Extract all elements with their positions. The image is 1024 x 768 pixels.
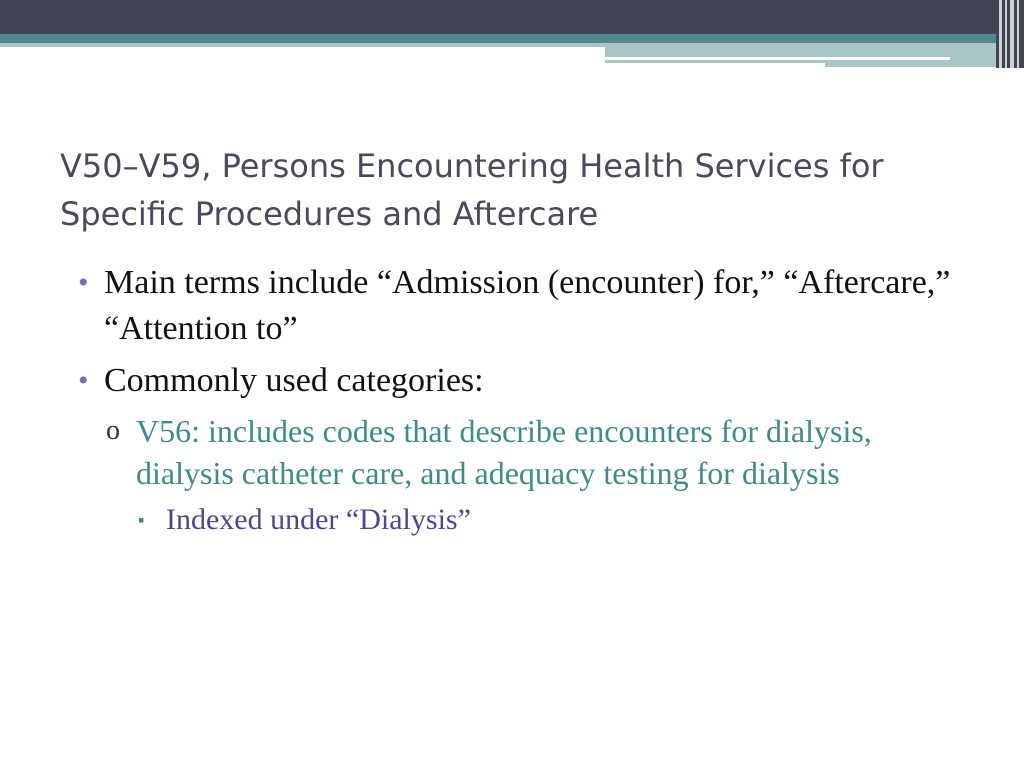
bullet-marker: • — [78, 266, 89, 299]
bullet-marker: • — [78, 364, 89, 397]
header-divider-line-lower — [605, 63, 825, 67]
vertical-bar — [999, 0, 1002, 68]
sub-bullet-item — [106, 410, 958, 494]
sub-sub-bullet-marker: ▪ — [138, 510, 145, 530]
header-band-light — [0, 43, 605, 47]
header-band-dark — [0, 0, 1024, 34]
slide-body — [78, 260, 958, 540]
bullet-item — [78, 358, 958, 404]
header-vertical-bars — [996, 0, 1024, 68]
header-divider-line — [605, 57, 950, 60]
vertical-bar — [1017, 0, 1019, 68]
sub-bullet-text: V56: includes codes that describe encounters for dialysis, dialysis catheter care, and adequacy testing for dialysis — [136, 413, 872, 491]
header-band-teal — [0, 34, 1000, 43]
slide-title: V50–V59, Persons Encountering Health Services for Specific Procedures and Aftercare — [60, 147, 884, 233]
bullet-item — [78, 260, 958, 352]
sub-bullet-marker: o — [106, 415, 120, 446]
vertical-bar — [1010, 0, 1014, 68]
sub-sub-bullet-item — [138, 500, 958, 540]
bullet-text: Main terms include “Admission (encounter) for,” “Aftercare,” “Attention to” — [104, 264, 951, 347]
bullet-text: Commonly used categories: — [104, 362, 484, 399]
vertical-bar — [1005, 0, 1007, 68]
sub-sub-bullet-text: Indexed under “Dialysis” — [166, 503, 471, 536]
